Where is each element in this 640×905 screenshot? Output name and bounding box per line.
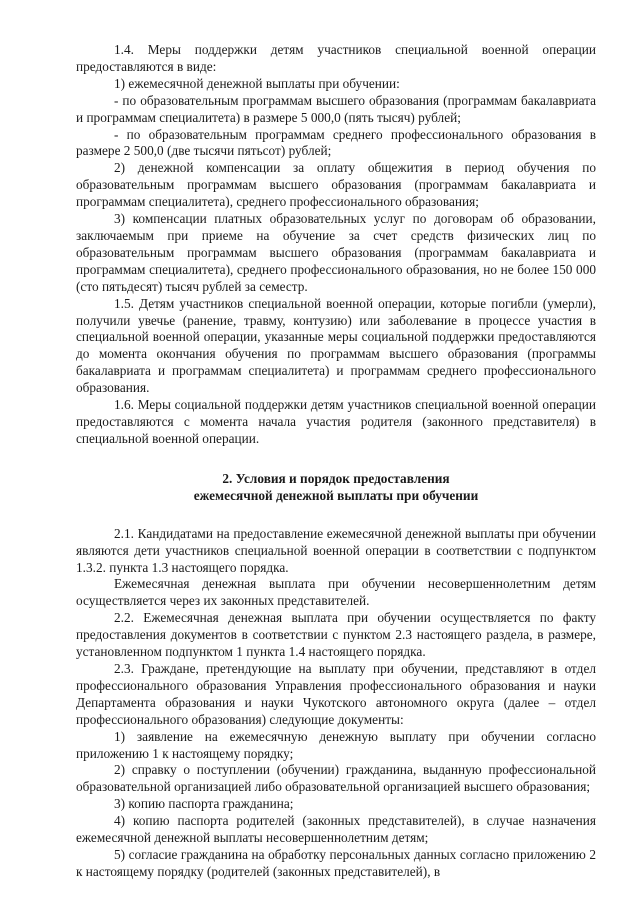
paragraph-2-2: 2.2. Ежемесячная денежная выплата при обучении осуществляется по факту предоставления документов в соответствии с пунктом 2.3 настоящего раздела, в размере, установленном подпунктом 1 пункта 1.4 настоящего порядка. [76, 610, 596, 660]
section-2-heading-line-1: 2. Условия и порядок предоставления [222, 470, 450, 486]
document-page [76, 42, 596, 881]
paragraph-1-4-item-1b: - по образовательным программам среднего профессионального образования в размере 2 500,0 (две тысячи пятьсот) рублей; [76, 126, 596, 159]
paragraph-2-3-item-5: 5) согласие гражданина на обработку персональных данных согласно приложению 2 к настоящему порядку (родителей (законных представителей), в [76, 846, 596, 879]
paragraph-2-3-item-3: 3) копию паспорта гражданина; [114, 796, 294, 812]
paragraph-2-1: 2.1. Кандидатами на предоставление ежемесячной денежной выплаты при обучении являются дети участников специальной военной операции в соответствии с подпунктом 1.3.2. пункта 1.3 настоящего порядка. [76, 525, 596, 575]
paragraph-1-6: 1.6. Меры социальной поддержки детям участников специальной военной операции предоставляются с момента начала участия родителя (законного представителя) в специальной военной операции. [76, 397, 596, 446]
paragraph-1-4-item-2: 2) денежной компенсации за оплату общежития в период обучения по образовательным программам высшего образования (программам бакалавриата и программам специалитета), среднего профессионального образования; [76, 160, 596, 210]
paragraph-2-3-item-4: 4) копию паспорта родителей (законных представителей), в случае назначения ежемесячной денежной выплаты несовершеннолетним детям; [76, 813, 596, 846]
paragraph-2-3-item-1: 1) заявление на ежемесячную денежную выплату при обучении согласно приложению 1 к настоящему порядку; [76, 728, 596, 761]
spacer [76, 448, 596, 470]
paragraph-1-4-item-1: 1) ежемесячной денежной выплаты при обучении: [114, 75, 400, 91]
spacer [76, 504, 596, 526]
paragraph-1-4: 1.4. Меры поддержки детям участников специальной военной операции предоставляются в виде: [76, 42, 596, 74]
paragraph-2-1b: Ежемесячная денежная выплата при обучении несовершеннолетним детям осуществляется через их законных представителей. [76, 576, 596, 609]
paragraph-2-3-item-2: 2) справку о поступлении (обучении) гражданина, выданную профессиональной образовательной организацией либо образовательной организацией высшего образования; [76, 762, 596, 795]
section-2-heading-line-2: ежемесячной денежной выплаты при обучении [193, 487, 479, 503]
paragraph-2-3: 2.3. Граждане, претендующие на выплату при обучении, представляют в отдел профессионального образования Управления профессионального образования и науки Департамента образования и науки Чукотского автономного округа (далее – отдел профессионального образования) следующие документы: [76, 661, 596, 727]
paragraph-1-4-item-1a: - по образовательным программам высшего образования (программам бакалавриата и программам специалитета) в размере 5 000,0 (пять тысяч) рублей; [76, 92, 596, 125]
paragraph-1-4-item-3: 3) компенсации платных образовательных услуг по договорам об образовании, заключаемым при приеме на обучение за счет средств физических лиц по образовательным программам высшего образования (программам бакалавриата и программам специалитета), среднего профессионального образования, но не более 150 000 (сто пятьдесят) тысяч рублей за семестр. [76, 211, 596, 294]
paragraph-1-5: 1.5. Детям участников специальной военной операции, которые погибли (умерли), получили увечье (ранение, травму, контузию) или заболевание в процессе участия в специальной военной операции, указанные меры социальной поддержки предоставляются до момента окончания обучения по программам высшего образования (программы бакалавриата и программам специалитета) и программам среднего профессионального образования. [76, 295, 596, 396]
